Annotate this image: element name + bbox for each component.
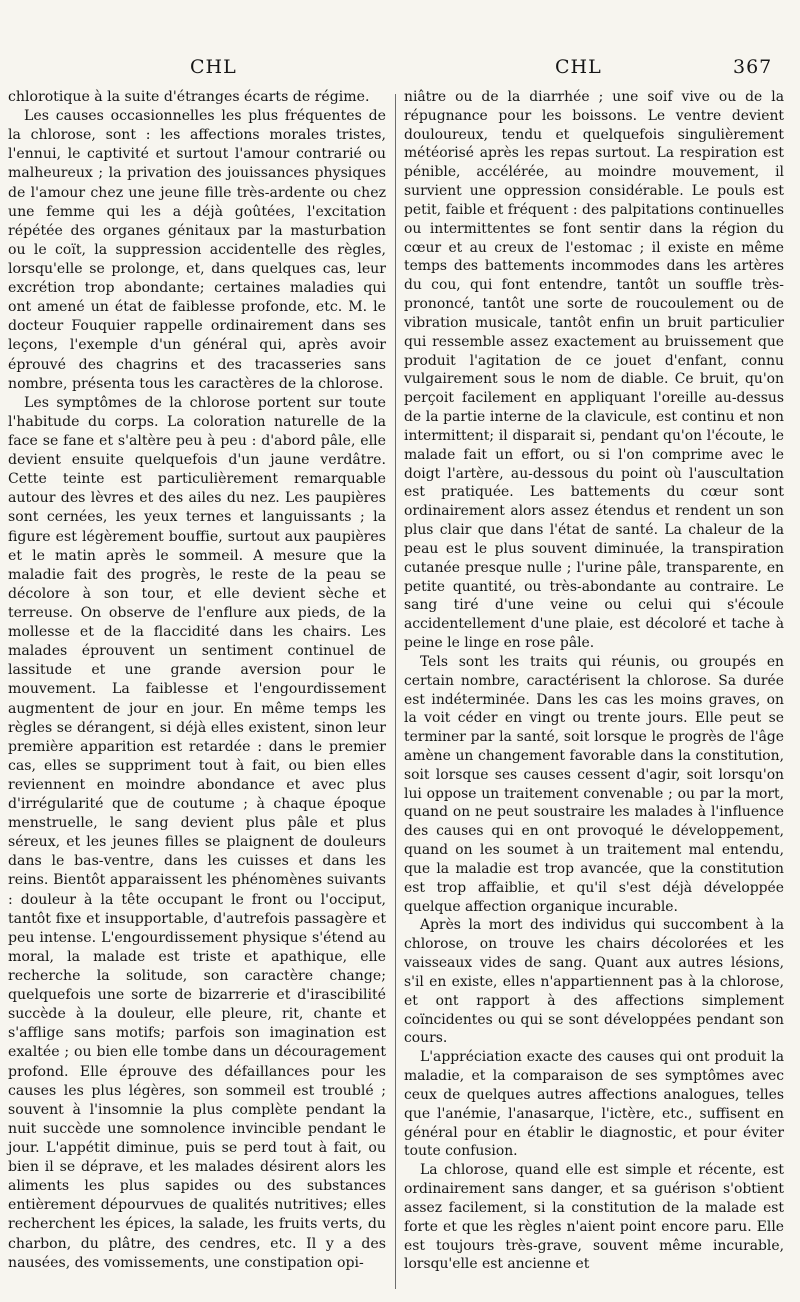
column-divider	[395, 94, 396, 1289]
running-header	[0, 56, 800, 86]
right-column	[404, 88, 784, 1274]
paragraph: Les symptômes de la chlorose portent sur toute l'habitude du corps. La coloration naturelle de la face se fane et s'altère peu à peu : d'abord pâle, elle devient ensuite quelquefois d'un jaune verdâtre. Cette teinte est particulièrement remarquable autour des lèvres et des ailes du nez. Les paupières sont cernées, les yeux ternes et languissants ; la figure est légèrement bouffie, surtout aux paupières et le matin après le sommeil. A mesure que la maladie fait des progrès, le reste de la peau se décolore à son tour, et elle devient sèche et terreuse. On observe de l'enflure aux pieds, de la mollesse et de la flaccidité dans les chairs. Les malades éprouvent un sentiment continuel de lassitude et une grande aversion pour le mouvement. La faiblesse et l'engourdissement augmentent de jour en jour. En même temps les règles se dérangent, si déjà elles existent, sinon leur première apparition est retardée : dans le premier cas, elles se suppriment tout à fait, ou bien elles reviennent en moindre abondance et avec plus d'irrégularité que de coutume ; à chaque époque menstruelle, le sang devient plus pâle et plus séreux, et les jeunes filles se plaignent de douleurs dans le bas-ventre, dans les cuisses et dans les reins. Bientôt apparaissent les phénomènes suivants : douleur à la tête occupant le front ou l'occiput, tantôt fixe et insupportable, d'autrefois passagère et peu intense. L'engourdissement physique s'étend au moral, la malade est triste et apathique, elle recherche la solitude, son caractère change; quelquefois une sorte de bizarrerie et d'irascibilité succède à la douleur, elle pleure, rit, chante et s'afflige sans motifs; parfois son imagination est exaltée ; ou bien elle tombe dans un découragement profond. Elle éprouve des défaillances pour les causes les plus légères, son sommeil est troublé ; souvent à l'insomnie la plus complète pendant la nuit succède une somnolence invincible pendant le jour. L'appétit diminue, puis se perd tout à fait, ou bien il se déprave, et les malades désirent alors les aliments les plus sapides ou des substances entièrement dépourvues de qualités nutritives; elles recherchent les épices, la salade, les fruits verts, du charbon, du plâtre, des cendres, etc. Il y a des nausées, des vomissements, une constipation opi-	[8, 394, 386, 1271]
left-running-head: CHL	[190, 56, 237, 78]
paragraph: Les causes occasionnelles les plus fréquentes de la chlorose, sont : les affections morales tristes, l'ennui, le captivité et surtout l'amour contrarié ou malheureux ; la privation des jouissances physiques de l'amour chez une jeune fille très-ardente ou chez une femme qui les a déjà goûtées, l'excitation répétée des organes génitaux par la masturbation ou le coït, la suppression accidentelle des règles, lorsqu'elle se prolonge, et, dans quelques cas, leur excrétion trop abondante; certaines maladies qui ont amené un état de faiblesse profonde, etc. M. le docteur Fouquier rappelle ordinairement dans ses leçons, l'exemple d'un général qui, après avoir éprouvé des chagrins et des tracasseries sans nombre, présenta tous les caractères de la chlorose.	[8, 108, 386, 392]
paragraph: Après la mort des individus qui succombent à la chlorose, on trouve les chairs décolorées et les vaisseaux vides de sang. Quant aux autres lésions, s'il en existe, elles n'appartiennent pas à la chlorose, et ont rapport à des affections simplement coïncidentes ou qui se sont développées pendant son cours.	[404, 917, 784, 1047]
paragraph: La chlorose, quand elle est simple et récente, est ordinairement sans danger, et sa guérison s'obtient assez facilement, si la constitution de la malade est forte et que les règles n'aient point encore paru. Elle est toujours très-grave, souvent même incurable, lorsqu'elle est ancienne et	[404, 1162, 784, 1273]
paragraph: Tels sont les traits qui réunis, ou groupés en certain nombre, caractérisent la chlorose. Sa durée est indéterminée. Dans les cas les moins graves, on la voit céder en vingt ou trente jours. Elle peut se terminer par la santé, soit lorsque le progrès de l'âge amène un changement favorable dans la constitution, soit lorsque ses causes cessent d'agir, soit lorsqu'on lui oppose un traitement convenable ; ou par la mort, quand on ne peut soustraire les malades à l'influence des causes qui en ont provoqué le développement, quand on les soumet à un traitement mal entendu, que la maladie est trop avancée, que la constitution est trop affaiblie, et qu'il s'est déjà développée quelque affection organique incurable.	[404, 653, 784, 915]
page-number: 367	[733, 56, 773, 78]
paragraph: chlorotique à la suite d'étranges écarts de régime.	[8, 89, 370, 105]
right-running-head: CHL	[555, 56, 602, 78]
left-column	[8, 88, 386, 1273]
paragraph: niâtre ou de la diarrhée ; une soif vive ou de la répugnance pour les boissons. Le ventre devient douloureux, tendu et quelquefois singulièrement météorisé après les repas surtout. La respiration est pénible, accélérée, au moindre mouvement, il survient une oppression considérable. Le pouls est petit, faible et fréquent : des palpitations continuelles ou intermittentes se font sentir dans la région du cœur et au creux de l'estomac ; il existe en même temps des battements incommodes dans les artères du cou, qui font entendre, tantôt un souffle très-prononcé, tantôt une sorte de roucoulement ou de vibration musicale, tantôt enfin un bruit particulier qui ressemble assez exactement au bruissement que produit l'agitation de ce jouet d'enfant, connu vulgairement sous le nom de diable. Ce bruit, qu'on perçoit facilement en appliquant l'oreille au-dessus de la partie interne de la clavicule, est continu et non intermittent; il disparait si, pendant qu'on l'écoute, le malade fait un effort, ou si l'on comprime avec le doigt l'artère, au-dessous du point où l'auscultation est pratiquée. Les battements du cœur sont ordinairement alors assez étendus et rendent un son plus clair que dans l'état de santé. La chaleur de la peau est le plus souvent diminuée, la transpiration cutanée presque nulle ; l'urine pâle, transparente, en petite quantité, ou très-abondante au contraire. Le sang tiré d'une veine ou celui qui s'écoule accidentellement d'une plaie, est décoloré et tache à peine le linge en rose pâle.	[404, 89, 784, 652]
paragraph: L'appréciation exacte des causes qui ont produit la maladie, et la comparaison de ses symptômes avec ceux de quelques autres affections analogues, telles que l'anémie, l'anasarque, l'ictère, etc., suffisent en général pour en établir le diagnostic, et pour éviter toute confusion.	[404, 1049, 784, 1160]
